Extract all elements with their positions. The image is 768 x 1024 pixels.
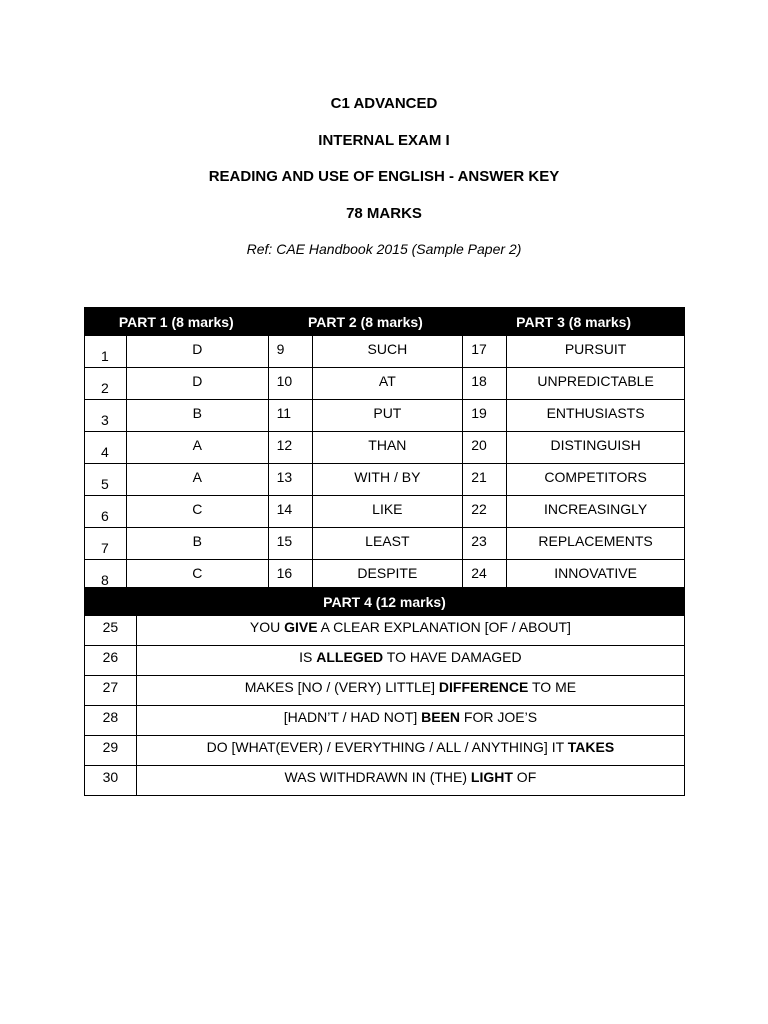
answer-cell: REPLACEMENTS bbox=[507, 528, 685, 560]
table-row bbox=[85, 646, 685, 676]
question-number: 24 bbox=[463, 560, 507, 592]
marks-title: 78 MARKS bbox=[346, 205, 422, 222]
question-number: 26 bbox=[85, 646, 137, 676]
table-row bbox=[85, 368, 685, 400]
table-row bbox=[85, 528, 685, 560]
question-number: 3 bbox=[85, 400, 127, 432]
question-number: 22 bbox=[463, 496, 507, 528]
question-number: 14 bbox=[268, 496, 312, 528]
answer-cell: DISTINGUISH bbox=[507, 432, 685, 464]
key-word: DIFFERENCE bbox=[438, 679, 529, 695]
table-row bbox=[85, 616, 685, 646]
answer-cell: THAN bbox=[312, 432, 463, 464]
answer-cell: INNOVATIVE bbox=[507, 560, 685, 592]
question-number: 27 bbox=[85, 676, 137, 706]
question-number: 19 bbox=[463, 400, 507, 432]
answer-cell bbox=[136, 676, 684, 706]
paper-title: READING AND USE OF ENGLISH - ANSWER KEY bbox=[208, 168, 560, 185]
key-word: LIGHT bbox=[470, 769, 513, 785]
answer-cell: A bbox=[126, 464, 268, 496]
question-number: 4 bbox=[85, 432, 127, 464]
answer-cell: ENTHUSIASTS bbox=[507, 400, 685, 432]
part2-header: PART 2 (8 marks) bbox=[268, 308, 463, 336]
answer-cell: B bbox=[126, 528, 268, 560]
answer-cell: INCREASINGLY bbox=[507, 496, 685, 528]
question-number: 9 bbox=[268, 336, 312, 368]
question-number: 23 bbox=[463, 528, 507, 560]
table-header-row bbox=[85, 308, 685, 336]
reference-note: Ref: CAE Handbook 2015 (Sample Paper 2) bbox=[246, 241, 522, 257]
question-number: 16 bbox=[268, 560, 312, 592]
answer-cell: DESPITE bbox=[312, 560, 463, 592]
question-number: 1 bbox=[85, 336, 127, 368]
table-row bbox=[85, 464, 685, 496]
answer-text: [HADN’T / HAD NOT] bbox=[283, 709, 422, 725]
table-header-row bbox=[85, 588, 685, 616]
question-number: 2 bbox=[85, 368, 127, 400]
answer-text: MAKES [NO / (VERY) LITTLE] bbox=[244, 679, 439, 695]
question-number: 10 bbox=[268, 368, 312, 400]
answer-cell: SUCH bbox=[312, 336, 463, 368]
answer-cell: B bbox=[126, 400, 268, 432]
part3-header: PART 3 (8 marks) bbox=[463, 308, 685, 336]
question-number: 17 bbox=[463, 336, 507, 368]
answer-cell: C bbox=[126, 560, 268, 592]
table1-body bbox=[85, 336, 685, 592]
key-word: TAKES bbox=[567, 739, 615, 755]
table-row bbox=[85, 706, 685, 736]
answer-cell bbox=[136, 616, 684, 646]
answer-cell: A bbox=[126, 432, 268, 464]
answer-text: YOU bbox=[249, 619, 285, 635]
exam-title: INTERNAL EXAM I bbox=[318, 132, 450, 149]
answer-cell: LIKE bbox=[312, 496, 463, 528]
answer-text: IS bbox=[299, 649, 317, 665]
answer-text: OF bbox=[512, 769, 537, 785]
level-title: C1 ADVANCED bbox=[330, 95, 438, 112]
question-number: 5 bbox=[85, 464, 127, 496]
table-row bbox=[85, 496, 685, 528]
question-number: 15 bbox=[268, 528, 312, 560]
question-number: 8 bbox=[85, 560, 127, 592]
part4-header: PART 4 (12 marks) bbox=[85, 588, 685, 616]
answer-cell: D bbox=[126, 336, 268, 368]
question-number: 21 bbox=[463, 464, 507, 496]
question-number: 7 bbox=[85, 528, 127, 560]
answer-text: WAS WITHDRAWN IN (THE) bbox=[284, 769, 471, 785]
answer-text: TO HAVE DAMAGED bbox=[383, 649, 522, 665]
question-number: 28 bbox=[85, 706, 137, 736]
answer-cell bbox=[136, 766, 684, 796]
answer-cell bbox=[136, 706, 684, 736]
answer-cell: AT bbox=[312, 368, 463, 400]
answer-text: TO ME bbox=[528, 679, 577, 695]
key-word: GIVE bbox=[284, 619, 318, 635]
table2-body bbox=[85, 616, 685, 796]
table-row bbox=[85, 336, 685, 368]
table-row bbox=[85, 432, 685, 464]
question-number: 20 bbox=[463, 432, 507, 464]
part1-header: PART 1 (8 marks) bbox=[85, 308, 269, 336]
answer-cell bbox=[136, 646, 684, 676]
answer-cell: PUT bbox=[312, 400, 463, 432]
answer-cell: LEAST bbox=[312, 528, 463, 560]
question-number: 11 bbox=[268, 400, 312, 432]
question-number: 13 bbox=[268, 464, 312, 496]
table-row bbox=[85, 766, 685, 796]
question-number: 12 bbox=[268, 432, 312, 464]
question-number: 30 bbox=[85, 766, 137, 796]
answer-cell: C bbox=[126, 496, 268, 528]
table-row bbox=[85, 676, 685, 706]
key-word: BEEN bbox=[421, 709, 461, 725]
answer-cell: UNPREDICTABLE bbox=[507, 368, 685, 400]
answer-table-parts-1-3 bbox=[84, 307, 685, 592]
answer-text: FOR JOE’S bbox=[460, 709, 538, 725]
question-number: 29 bbox=[85, 736, 137, 766]
answer-text: A CLEAR EXPLANATION [OF / ABOUT] bbox=[317, 619, 571, 635]
answer-cell: COMPETITORS bbox=[507, 464, 685, 496]
answer-text: DO [WHAT(EVER) / EVERYTHING / ALL / ANYTHING] IT bbox=[206, 739, 568, 755]
question-number: 25 bbox=[85, 616, 137, 646]
question-number: 6 bbox=[85, 496, 127, 528]
key-word: ALLEGED bbox=[316, 649, 384, 665]
answer-cell: D bbox=[126, 368, 268, 400]
table-row bbox=[85, 736, 685, 766]
question-number: 18 bbox=[463, 368, 507, 400]
answer-table-part-4 bbox=[84, 587, 685, 796]
answer-cell: PURSUIT bbox=[507, 336, 685, 368]
answer-cell bbox=[136, 736, 684, 766]
answer-cell: WITH / BY bbox=[312, 464, 463, 496]
table-row bbox=[85, 400, 685, 432]
